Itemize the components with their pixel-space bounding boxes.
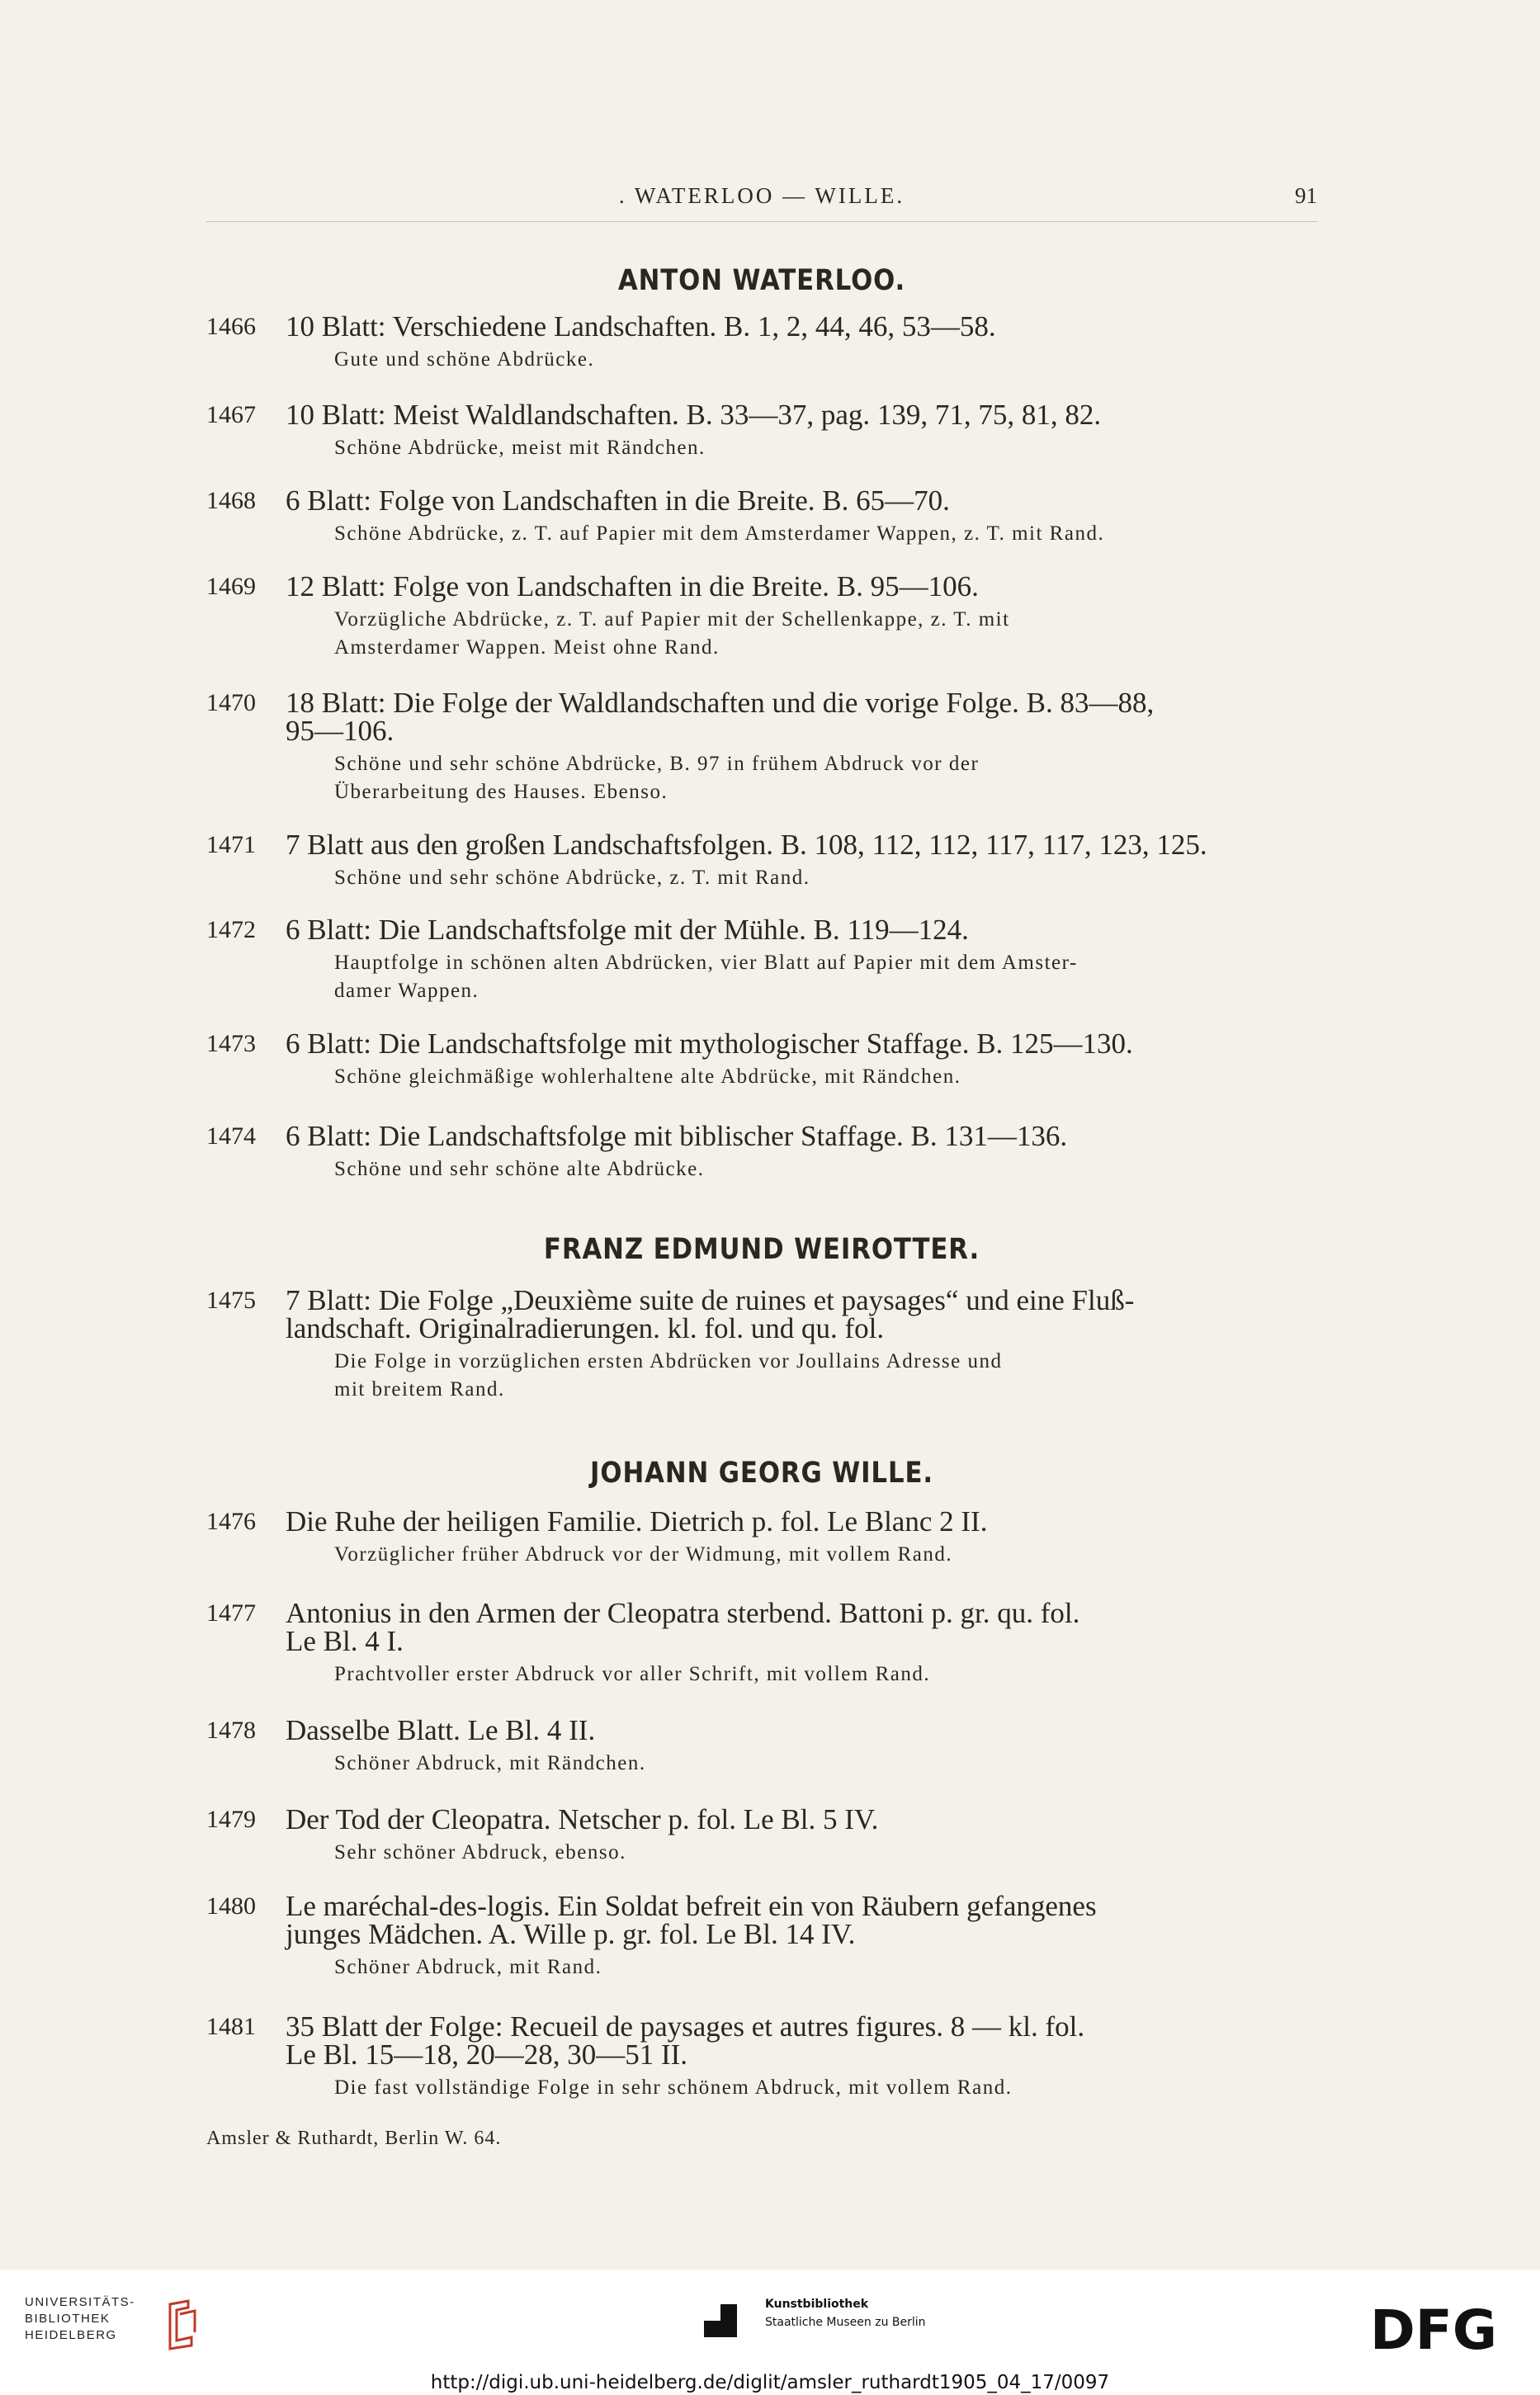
entry-number: 1471 <box>206 831 256 858</box>
catalog-entry <box>206 401 1317 462</box>
entry-text-cont: junges Mädchen. A. Wille p. gr. fol. Le Bl. 14 IV. <box>286 1918 856 1950</box>
entry-note: Prachtvoller erster Abdruck vor aller Schrift, mit vollem Rand. <box>334 1663 931 1685</box>
ub-line-1: UNIVERSITÄTS- <box>25 2295 135 2309</box>
entry-number: 1477 <box>206 1599 256 1627</box>
entry-number: 1466 <box>206 313 256 340</box>
catalog-entry <box>206 1714 1317 1778</box>
kunstbibliothek-flag-icon <box>704 2304 737 2337</box>
viewer-footer <box>0 2270 1540 2395</box>
entry-text: 6 Blatt: Die Landschaftsfolge mit der Mühle. B. 119—124. <box>286 914 969 946</box>
entry-text: Die Ruhe der heiligen Familie. Dietrich p. fol. Le Blanc 2 II. <box>286 1505 988 1538</box>
header-rule <box>206 221 1317 222</box>
entry-text: 18 Blatt: Die Folge der Waldlandschaften und die vorige Folge. B. 83—88, <box>286 687 1155 719</box>
entry-number: 1468 <box>206 487 256 514</box>
catalog-entry <box>206 2010 1317 2102</box>
entry-text: 12 Blatt: Folge von Landschaften in die Breite. B. 95—106. <box>286 570 979 602</box>
section-title-wille: JOHANN GEORG WILLE. <box>590 1457 933 1490</box>
section-title-waterloo: ANTON WATERLOO. <box>617 264 906 297</box>
catalog-entry <box>206 570 1317 662</box>
ub-heidelberg-logo[interactable] <box>25 2294 198 2352</box>
entry-note: Schöner Abdruck, mit Rändchen. <box>334 1752 646 1774</box>
entry-text: 6 Blatt: Die Landschaftsfolge mit mythologischer Staffage. B. 125—130. <box>286 1027 1133 1060</box>
entry-text: 10 Blatt: Verschiedene Landschaften. B. 1, 2, 44, 46, 53—58. <box>286 310 996 342</box>
catalog-entry <box>206 831 1317 892</box>
entry-note: Vorzügliche Abdrücke, z. T. auf Papier mit der Schellenkappe, z. T. mit <box>334 608 1010 631</box>
entry-text: Der Tod der Cleopatra. Netscher p. fol. Le Bl. 5 IV. <box>286 1803 879 1835</box>
entry-number: 1474 <box>206 1122 256 1150</box>
permalink-url[interactable]: http://digi.ub.uni-heidelberg.de/diglit/amsler_ruthardt1905_04_17/0097 <box>430 2372 1110 2393</box>
catalog-entry <box>206 1027 1317 1091</box>
entry-note: Vorzüglicher früher Abdruck vor der Widmung, mit vollem Rand. <box>334 1543 953 1566</box>
entry-text: Antonius in den Armen der Cleopatra sterbend. Battoni p. gr. qu. fol. <box>286 1597 1080 1629</box>
ub-line-2: BIBLIOTHEK <box>25 2312 111 2326</box>
catalog-entry <box>206 1122 1317 1183</box>
entry-text: 10 Blatt: Meist Waldlandschaften. B. 33—37, pag. 139, 71, 75, 81, 82. <box>286 399 1102 431</box>
entry-note: Überarbeitung des Hauses. Ebenso. <box>334 781 668 803</box>
entry-number: 1467 <box>206 401 256 428</box>
entry-note: damer Wappen. <box>334 980 479 1002</box>
running-header <box>206 183 1317 216</box>
kb-subtitle: Staatliche Museen zu Berlin <box>765 2316 926 2329</box>
entry-text: 6 Blatt: Die Landschaftsfolge mit biblischer Staffage. B. 131—136. <box>286 1120 1068 1152</box>
entry-number: 1472 <box>206 916 256 943</box>
entry-note: Schöne und sehr schöne Abdrücke, B. 97 in frühem Abdruck vor der <box>334 753 980 775</box>
entry-text: 7 Blatt aus den großen Landschaftsfolgen. B. 108, 112, 112, 117, 117, 123, 125. <box>286 829 1207 861</box>
catalog-entry <box>206 310 1317 374</box>
entry-text-cont: landschaft. Originalradierungen. kl. fol. und qu. fol. <box>286 1312 885 1344</box>
entry-note: Schöne und sehr schöne Abdrücke, z. T. mit Rand. <box>334 867 810 889</box>
entry-number: 1479 <box>206 1806 256 1833</box>
entry-note: mit breitem Rand. <box>334 1378 505 1401</box>
entry-text-cont: Le Bl. 4 I. <box>286 1625 404 1657</box>
ub-line-3: HEIDELBERG <box>25 2328 117 2342</box>
catalog-entry <box>206 689 1317 806</box>
entry-note: Schöne und sehr schöne alte Abdrücke. <box>334 1158 705 1180</box>
entry-note: Sehr schöner Abdruck, ebenso. <box>334 1841 626 1864</box>
entry-number: 1470 <box>206 689 256 716</box>
publisher-imprint: Amsler & Ruthardt, Berlin W. 64. <box>206 2128 502 2149</box>
entry-note: Hauptfolge in schönen alten Abdrücken, vier Blatt auf Papier mit dem Amster- <box>334 952 1078 974</box>
section-title-weirotter: FRANZ EDMUND WEIROTTER. <box>543 1233 980 1266</box>
entry-note: Schöne Abdrücke, meist mit Rändchen. <box>334 437 706 459</box>
catalog-entry <box>206 916 1317 1005</box>
entry-note: Gute und schöne Abdrücke. <box>334 348 595 371</box>
entry-note: Amsterdamer Wappen. Meist ohne Rand. <box>334 636 720 659</box>
dfg-logo[interactable] <box>1370 2303 1519 2355</box>
entry-number: 1478 <box>206 1717 256 1744</box>
entry-number: 1475 <box>206 1287 256 1314</box>
catalog-entry <box>206 1803 1317 1867</box>
catalog-entry <box>206 484 1317 548</box>
entry-note: Schöne Abdrücke, z. T. auf Papier mit dem Amsterdamer Wappen, z. T. mit Rand. <box>334 522 1105 545</box>
catalog-entry <box>206 1892 1317 1982</box>
catalog-entry <box>206 1599 1317 1689</box>
entry-number: 1473 <box>206 1030 256 1057</box>
entry-text: Le maréchal-des-logis. Ein Soldat befreit ein von Räubern gefangenes <box>286 1890 1097 1922</box>
entry-note: Schöner Abdruck, mit Rand. <box>334 1956 602 1978</box>
entry-text: 7 Blatt: Die Folge „Deuxième suite de ruines et paysages“ und eine Fluß- <box>286 1284 1135 1316</box>
entry-text: Dasselbe Blatt. Le Bl. 4 II. <box>286 1714 596 1746</box>
entry-note: Schöne gleichmäßige wohlerhaltene alte Abdrücke, mit Rändchen. <box>334 1065 961 1088</box>
header-title: . WATERLOO — WILLE. <box>618 183 905 208</box>
entry-text-cont: 95—106. <box>286 715 394 747</box>
dfg-text: DFG <box>1370 2303 1498 2355</box>
entry-note: Die Folge in vorzüglichen ersten Abdrücken vor Joullains Adresse und <box>334 1350 1003 1372</box>
ub-emblem-icon <box>163 2299 198 2350</box>
entry-number: 1476 <box>206 1508 256 1535</box>
entry-note: Die fast vollständige Folge in sehr schönem Abdruck, mit vollem Rand. <box>334 2076 1013 2099</box>
entry-number: 1481 <box>206 2013 256 2040</box>
entry-text-cont: Le Bl. 15—18, 20—28, 30—51 II. <box>286 2038 688 2071</box>
catalog-entry <box>206 1505 1317 1569</box>
entry-number: 1469 <box>206 573 256 600</box>
page-number: 91 <box>1295 183 1317 208</box>
entry-number: 1480 <box>206 1892 256 1920</box>
catalog-entry <box>206 1284 1317 1404</box>
entry-text: 6 Blatt: Folge von Landschaften in die Breite. B. 65—70. <box>286 484 950 517</box>
entry-text: 35 Blatt der Folge: Recueil de paysages et autres figures. 8 — kl. fol. <box>286 2010 1085 2043</box>
kb-title: Kunstbibliothek <box>765 2298 869 2311</box>
